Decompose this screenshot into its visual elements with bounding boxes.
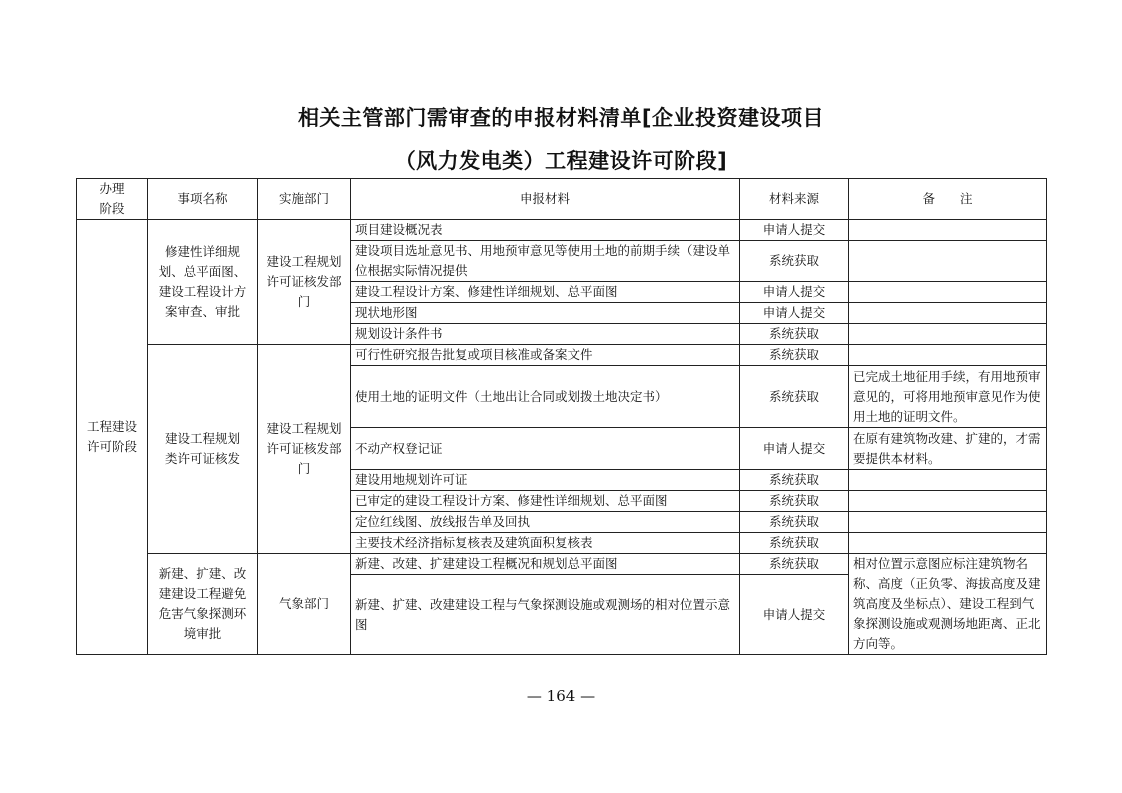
- source-cell: 系统获取: [740, 470, 849, 491]
- material-cell: 项目建设概况表: [351, 220, 740, 241]
- material-cell: 主要技术经济指标复核表及建筑面积复核表: [351, 533, 740, 554]
- table-row: [77, 220, 1047, 241]
- source-cell: 申请人提交: [740, 575, 849, 655]
- document-title-line-1: 相关主管部门需审查的申报材料清单[企业投资建设项目: [297, 106, 825, 130]
- material-cell: 建设工程设计方案、修建性详细规划、总平面图: [351, 282, 740, 303]
- dept-cell: 建设工程规划许可证核发部门: [258, 345, 351, 554]
- stage-cell: 工程建设许可阶段: [77, 220, 148, 655]
- materials-table: [76, 178, 1047, 655]
- remark-cell: [849, 491, 1047, 512]
- remark-cell: [849, 303, 1047, 324]
- material-cell: 规划设计条件书: [351, 324, 740, 345]
- remark-cell: 相对位置示意图应标注建筑物名称、高度（正负零、海拔高度及建筑高度及坐标点）、建设工程到气象探测设施或观测场地距离、正北方向等。: [849, 554, 1047, 655]
- dept-cell: 建设工程规划许可证核发部门: [258, 220, 351, 345]
- document-title-line-2: （风力发电类）工程建设许可阶段]: [394, 149, 728, 173]
- item-cell: 新建、扩建、改建建设工程避免危害气象探测环境审批: [148, 554, 258, 655]
- item-cell: 建设工程规划类许可证核发: [148, 345, 258, 554]
- remark-cell: 已完成土地征用手续，有用地预审意见的，可将用地预审意见作为使用土地的证明文件。: [849, 366, 1047, 428]
- header-source: 材料来源: [740, 179, 849, 220]
- remark-cell: [849, 533, 1047, 554]
- source-cell: 申请人提交: [740, 220, 849, 241]
- source-cell: 系统获取: [740, 512, 849, 533]
- source-cell: 系统获取: [740, 533, 849, 554]
- header-stage: 办理 阶段: [77, 179, 148, 220]
- source-cell: 系统获取: [740, 366, 849, 428]
- source-cell: 系统获取: [740, 324, 849, 345]
- table-row: [77, 345, 1047, 366]
- material-cell: 现状地形图: [351, 303, 740, 324]
- page-number: — 164 —: [526, 687, 596, 705]
- source-cell: 系统获取: [740, 491, 849, 512]
- remark-cell: [849, 282, 1047, 303]
- dept-cell: 气象部门: [258, 554, 351, 655]
- material-cell: 新建、扩建、改建建设工程与气象探测设施或观测场的相对位置示意图: [351, 575, 740, 655]
- material-cell: 使用土地的证明文件（土地出让合同或划拨土地决定书）: [351, 366, 740, 428]
- remark-cell: [849, 512, 1047, 533]
- material-cell: 已审定的建设工程设计方案、修建性详细规划、总平面图: [351, 491, 740, 512]
- source-cell: 申请人提交: [740, 282, 849, 303]
- remark-cell: [849, 241, 1047, 282]
- source-cell: 申请人提交: [740, 428, 849, 470]
- source-cell: 系统获取: [740, 241, 849, 282]
- material-cell: 可行性研究报告批复或项目核准或备案文件: [351, 345, 740, 366]
- header-item: 事项名称: [148, 179, 258, 220]
- remark-cell: [849, 470, 1047, 491]
- source-cell: 申请人提交: [740, 303, 849, 324]
- header-remark: 备 注: [849, 179, 1047, 220]
- source-cell: 系统获取: [740, 345, 849, 366]
- material-cell: 建设用地规划许可证: [351, 470, 740, 491]
- source-cell: 系统获取: [740, 554, 849, 575]
- material-cell: 新建、改建、扩建建设工程概况和规划总平面图: [351, 554, 740, 575]
- header-dept: 实施部门: [258, 179, 351, 220]
- remark-cell: [849, 220, 1047, 241]
- table-header-row: [77, 179, 1047, 220]
- material-cell: 不动产权登记证: [351, 428, 740, 470]
- remark-cell: [849, 324, 1047, 345]
- remark-cell: 在原有建筑物改建、扩建的，才需要提供本材料。: [849, 428, 1047, 470]
- table-row: [77, 554, 1047, 575]
- header-material: 申报材料: [351, 179, 740, 220]
- material-cell: 定位红线图、放线报告单及回执: [351, 512, 740, 533]
- item-cell: 修建性详细规划、总平面图、建设工程设计方案审查、审批: [148, 220, 258, 345]
- material-cell: 建设项目选址意见书、用地预审意见等使用土地的前期手续（建设单位根据实际情况提供: [351, 241, 740, 282]
- remark-cell: [849, 345, 1047, 366]
